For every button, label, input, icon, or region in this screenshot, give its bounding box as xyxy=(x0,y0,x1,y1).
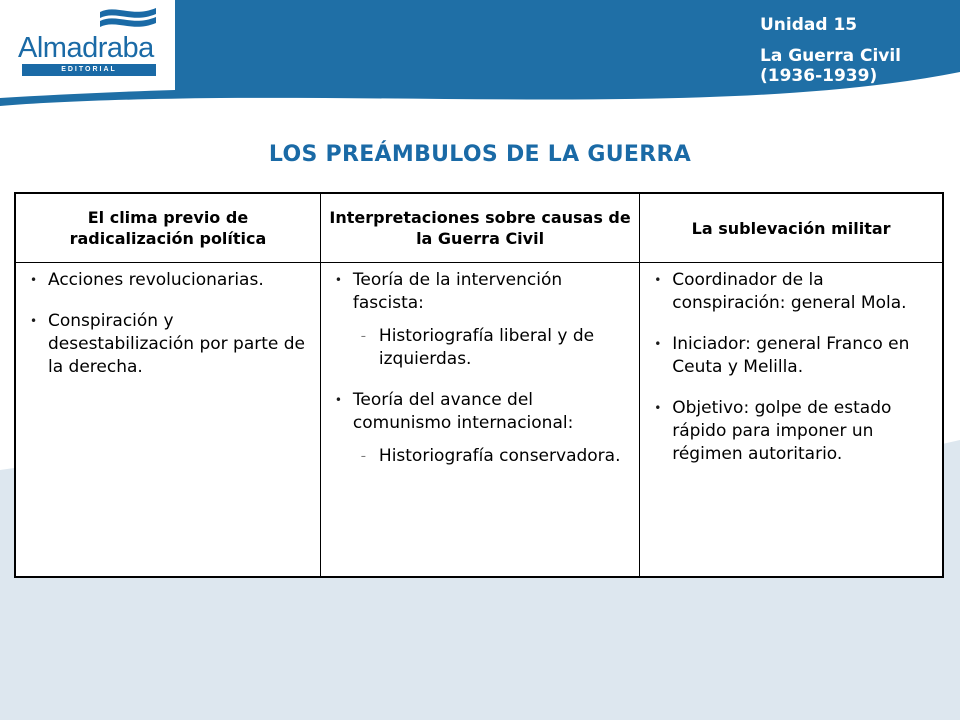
header-clima-previo: El clima previo de radicalización política xyxy=(15,193,320,263)
sub-list xyxy=(353,445,629,468)
header-sublevacion: La sublevación militar xyxy=(640,193,943,263)
list-item xyxy=(335,389,629,468)
page-title: LOS PREÁMBULOS DE LA GUERRA xyxy=(268,142,692,167)
content-table xyxy=(14,192,944,578)
list-item: • Iniciador: general Franco en Ceuta y Melilla. xyxy=(654,333,932,379)
list-item: • Coordinador de la conspiración: general Mola. xyxy=(654,269,932,315)
list-item: • Objetivo: golpe de estado rápido para imponer un régimen autoritario. xyxy=(654,397,932,466)
list-item-text: Teoría del avance del comunismo internacional: xyxy=(352,390,574,433)
cell-interpretaciones xyxy=(320,263,639,578)
unit-subtitle-line1: La Guerra Civil xyxy=(760,46,902,66)
list-sublevacion xyxy=(654,269,932,466)
cell-sublevacion xyxy=(640,263,943,578)
header-interpretaciones: Interpretaciones sobre causas de la Guerra Civil xyxy=(320,193,639,263)
unit-subtitle-line2: (1936-1939) xyxy=(760,66,878,86)
list-item: • Acciones revolucionarias. xyxy=(30,269,310,292)
table-body-row xyxy=(15,263,943,578)
sub-list xyxy=(353,325,629,371)
list-clima-previo xyxy=(30,269,310,379)
list-item: • Conspiración y desestabilización por parte de la derecha. xyxy=(30,310,310,379)
logo-wordmark: Almadraba xyxy=(18,32,154,64)
unit-info xyxy=(760,14,950,86)
list-item xyxy=(335,269,629,371)
cell-clima-previo xyxy=(15,263,320,578)
sub-list-item: – Historiografía conservadora. xyxy=(353,445,629,468)
list-item-text: Teoría de la intervención fascista: xyxy=(352,270,563,313)
list-interpretaciones xyxy=(335,269,629,468)
logo-tagline: EDITORIAL xyxy=(22,64,156,76)
almadraba-logo xyxy=(18,6,158,76)
unit-subtitle xyxy=(760,46,950,86)
table-header-row xyxy=(15,193,943,263)
sub-list-item: – Historiografía liberal y de izquierdas. xyxy=(353,325,629,371)
unit-label: Unidad 15 xyxy=(760,15,858,35)
